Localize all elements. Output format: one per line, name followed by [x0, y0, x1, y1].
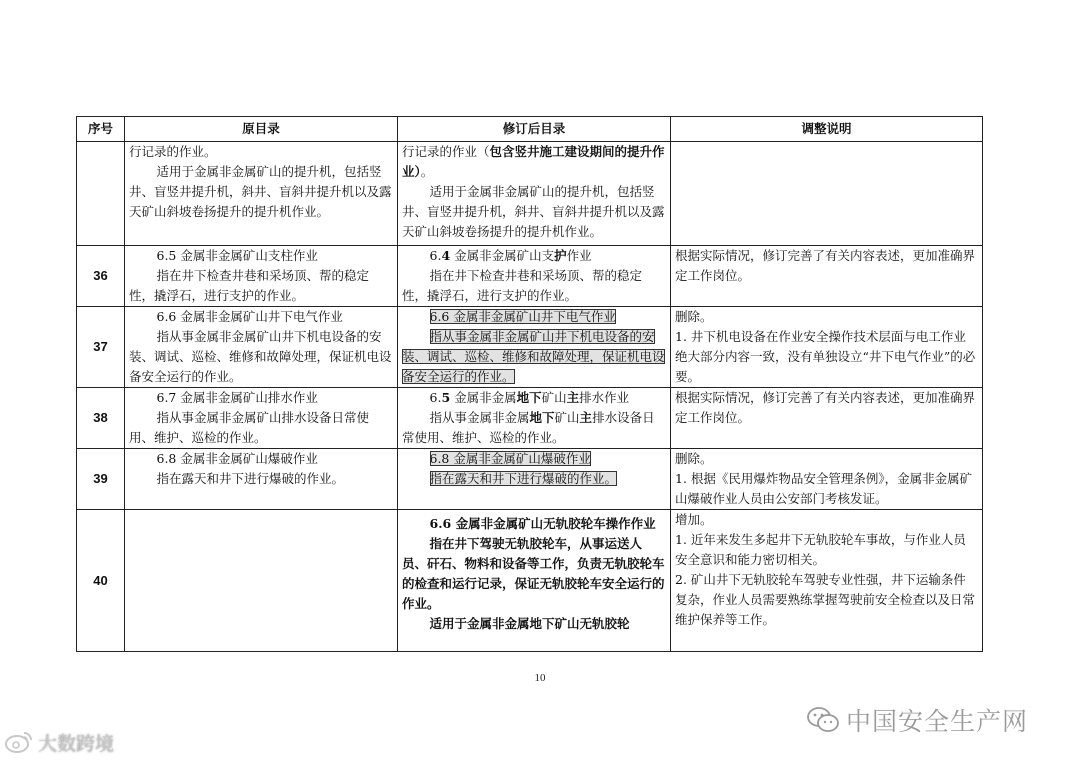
table-row	[77, 142, 983, 246]
revised-bold-text: 4	[441, 248, 451, 263]
revised-text-line	[402, 142, 666, 182]
row-original	[125, 510, 398, 652]
table-row	[77, 388, 983, 449]
row-original	[125, 307, 398, 388]
watermark-left-text: 大数跨境	[38, 732, 115, 755]
original-text-para: 指在露天和井下进行爆破的作业。	[156, 471, 345, 486]
weibo-icon	[4, 730, 34, 754]
table-row	[77, 510, 983, 652]
row-revised	[398, 246, 671, 307]
revised-text: 指从事金属非金属	[429, 410, 530, 425]
revised-text-para: 适用于金属非金属地下矿山无轨胶轮	[429, 616, 630, 631]
revised-text: 金属非金属矿山支	[450, 248, 555, 263]
revised-text-para: 指在井下检查井巷和采场顶、帮的稳定性，撬浮石，进行支护的作业。	[402, 268, 643, 303]
watermark-right-text: 中国安全生产网	[846, 707, 1029, 736]
row-original	[125, 142, 398, 246]
revised-text: 金属非金属	[450, 390, 517, 405]
note-line: 删除。	[675, 309, 713, 324]
revised-title	[402, 388, 666, 408]
table-row	[77, 307, 983, 388]
deleted-highlight: 指在露天和井下进行爆破的作业。	[429, 471, 618, 486]
wechat-icon	[806, 706, 840, 734]
note-line: 删除。	[675, 451, 713, 466]
row-note	[671, 510, 983, 652]
row-note	[671, 142, 983, 246]
row-num	[77, 142, 125, 246]
revised-text: 矿山	[541, 390, 567, 405]
header-revised: 修订后目录	[398, 117, 671, 142]
original-title: 6.7 金属非金属矿山排水作业	[156, 390, 318, 405]
table-header-row	[77, 117, 983, 142]
row-num: 37	[77, 307, 125, 388]
row-revised	[398, 449, 671, 510]
revised-title: 6.6 金属非金属矿山无轨胶轮车操作作业	[429, 516, 656, 531]
original-text-para: 适用于金属非金属矿山的提升机，包括竖井、盲竖井提升机，斜井、盲斜井提升机以及露天矿山斜坡卷扬提升的提升机作业。	[129, 164, 392, 219]
row-revised	[398, 510, 671, 652]
revised-text: 矿山	[554, 410, 580, 425]
original-text-line: 行记录的作业。	[129, 144, 217, 159]
original-title: 6.5 金属非金属矿山支柱作业	[156, 248, 318, 263]
revised-bold-text: 5	[441, 390, 451, 405]
original-text-para: 指从事金属非金属矿山井下机电设备的安装、调试、巡检、维修和故障处理，保证机电设备安全运行的作业。	[129, 329, 392, 384]
row-note	[671, 307, 983, 388]
revised-bold-text: 主	[579, 410, 593, 425]
revised-bold-text: 地下	[529, 410, 555, 425]
note-line: 增加。	[675, 512, 713, 527]
note-line: 2. 矿山井下无轨胶轮车驾驶专业性强，井下运输条件复杂，作业人员需要熟练掌握驾驶前安全检查以及日常维护保养等工作。	[675, 572, 976, 627]
revised-text-para: 指在井下驾驶无轨胶轮车，从事运送人员、矸石、物料和设备等工作，负责无轨胶轮车的检查和运行记录，保证无轨胶轮车安全运行的作业。	[402, 536, 665, 611]
revised-text: 6.	[429, 390, 442, 405]
note-line: 1. 根据《民用爆炸物品安全管理条例》，金属非金属矿山爆破作业人员由公安部门考核发证。	[675, 471, 973, 506]
row-revised	[398, 307, 671, 388]
page-number: 10	[534, 672, 546, 684]
revised-title	[402, 246, 666, 266]
revised-text: 行记录的作业（	[402, 144, 490, 159]
revised-text-deleted	[402, 327, 666, 387]
revised-text-deleted	[402, 469, 666, 489]
original-text-para: 指从事金属非金属矿山排水设备日常使用、维护、巡检的作业。	[129, 410, 370, 445]
row-num: 39	[77, 449, 125, 510]
revised-text: 排水作业	[579, 390, 630, 405]
note-line: 1. 井下机电设备在作业安全操作技术层面与电工作业绝大部分内容一致，没有单独设立“井下电气作业”的必要。	[675, 329, 976, 384]
header-original: 原目录	[125, 117, 398, 142]
revised-bold-text: 主	[566, 390, 580, 405]
table-row	[77, 246, 983, 307]
row-num: 36	[77, 246, 125, 307]
row-num: 40	[77, 510, 125, 652]
table-row	[77, 449, 983, 510]
watermark-right	[806, 700, 1028, 740]
watermark-left	[4, 728, 114, 756]
row-original	[125, 246, 398, 307]
revised-title-deleted	[402, 449, 666, 469]
revised-text: 。	[420, 164, 434, 179]
header-note: 调整说明	[671, 117, 983, 142]
note-line: 1. 近年来发生多起井下无轨胶轮车事故，与作业人员安全意识和能力密切相关。	[675, 532, 966, 567]
original-title: 6.6 金属非金属矿山井下电气作业	[156, 309, 343, 324]
row-note: 根据实际情况，修订完善了有关内容表述，更加准确界定工作岗位。	[671, 246, 983, 307]
revised-title-deleted	[402, 307, 666, 327]
row-original	[125, 388, 398, 449]
header-num: 序号	[77, 117, 125, 142]
revised-text: 作业	[566, 248, 592, 263]
row-num: 38	[77, 388, 125, 449]
revised-bold-text: 地下	[516, 390, 542, 405]
row-note	[671, 449, 983, 510]
row-revised	[398, 388, 671, 449]
revised-text-para: 适用于金属非金属矿山的提升机，包括竖井、盲竖井提升机，斜井、盲斜井提升机以及露天矿山斜坡卷扬提升的提升机作业。	[402, 184, 665, 239]
revised-text: 排水设备日常使用、维护、巡检的作业。	[402, 410, 655, 445]
deleted-highlight: 6.6 金属非金属矿山井下电气作业	[429, 309, 616, 324]
row-original	[125, 449, 398, 510]
revised-text-para	[402, 408, 666, 448]
row-note: 根据实际情况，修订完善了有关内容表述，更加准确界定工作岗位。	[671, 388, 983, 449]
revised-bold-text: 包含竖井施工建设期间的提升作业）	[402, 144, 665, 179]
revision-table	[76, 116, 983, 652]
row-revised	[398, 142, 671, 246]
revised-text: 6.	[429, 248, 442, 263]
deleted-highlight: 指从事金属非金属矿山井下机电设备的安装、调试、巡检、维修和故障处理，保证机电设备安全运行的作业。	[402, 329, 665, 384]
deleted-highlight: 6.8 金属非金属矿山爆破作业	[429, 451, 591, 466]
original-text-para: 指在井下检查井巷和采场顶、帮的稳定性，撬浮石，进行支护的作业。	[129, 268, 370, 303]
revised-bold-text: 护	[554, 248, 567, 263]
original-title: 6.8 金属非金属矿山爆破作业	[156, 451, 318, 466]
